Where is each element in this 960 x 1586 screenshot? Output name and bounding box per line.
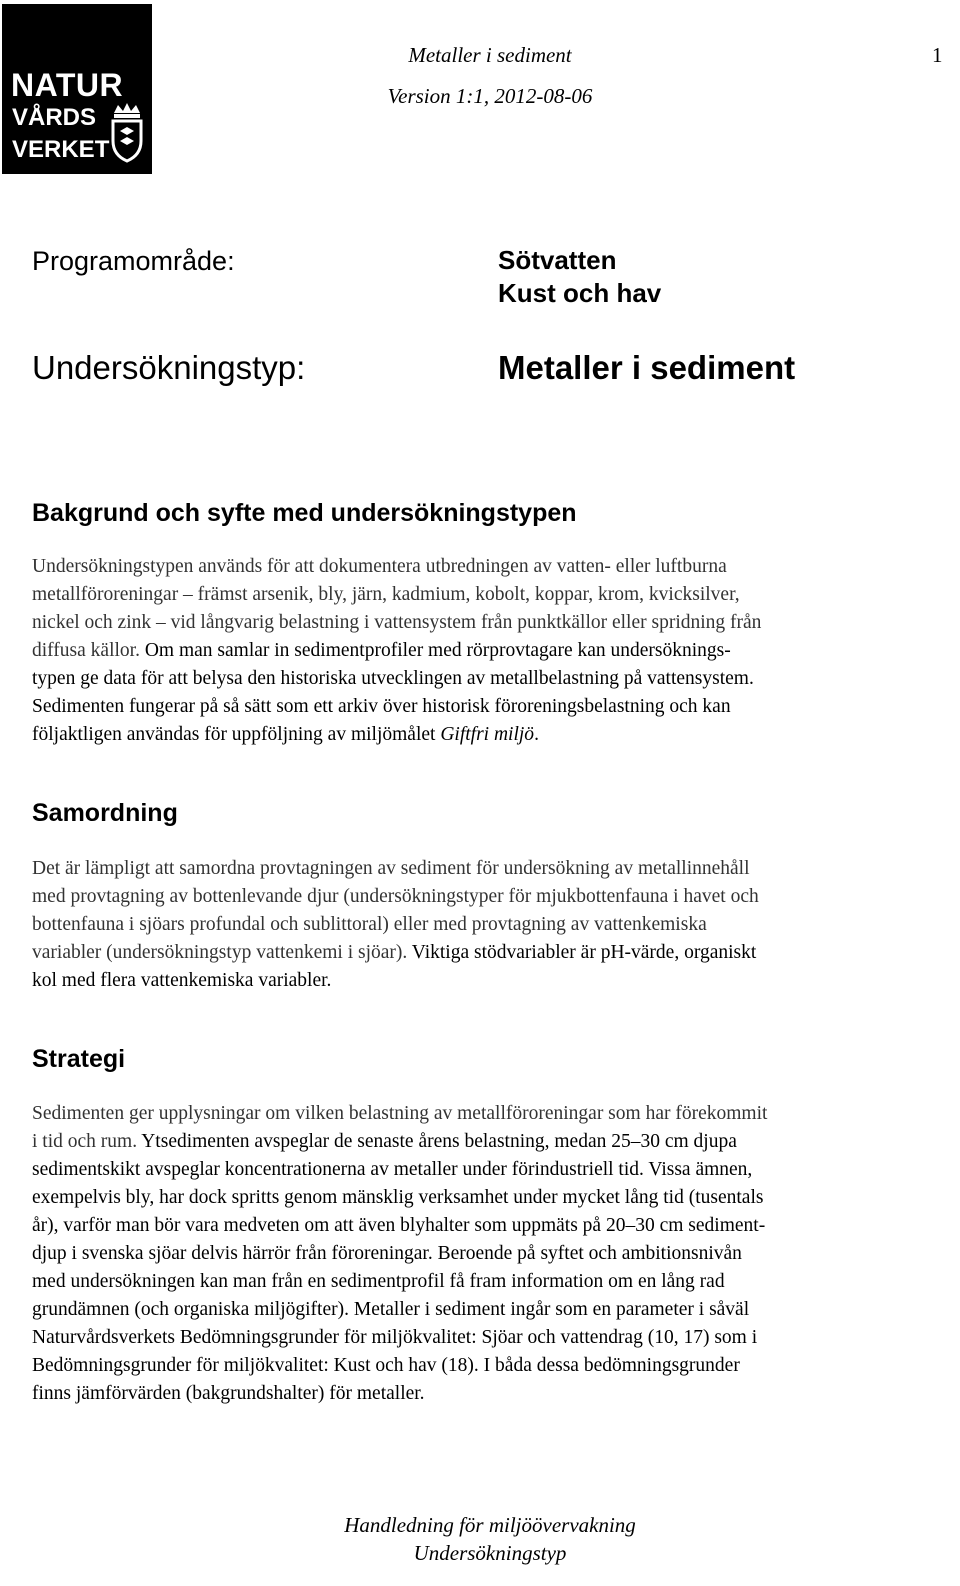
- body-line: Viktiga stödvariabler är pH-värde, organiskt: [407, 942, 757, 963]
- body-line: kol med flera vattenkemiska variabler.: [32, 970, 332, 991]
- section-heading-bakgrund: Bakgrund och syfte med undersökningstypen: [32, 499, 577, 527]
- body-line: djup i svenska sjöar delvis härrör från föroreningar.: [32, 1243, 433, 1264]
- programomrade-label: Programområde:: [32, 246, 235, 276]
- logo-text-natur: NATUR: [11, 67, 124, 103]
- section-body-bakgrund: [32, 553, 948, 749]
- logo-text-verket: VERKET: [12, 136, 110, 163]
- body-line: exempelvis bly, har dock spritts genom mänsklig verksamhet under mycket lång tid (tusentals: [32, 1187, 764, 1208]
- body-line: typen ge data för att belysa den historiska utvecklingen av metallbelastning på vattensystem.: [32, 668, 754, 689]
- body-line: Sedimenten ger upplysningar om vilken belastning av metallföroreningar som har förekommit: [32, 1103, 768, 1124]
- body-line: diffusa källor.: [32, 640, 140, 661]
- section-heading-strategi: Strategi: [32, 1045, 126, 1073]
- body-line: år), varför man bör vara medveten om att även blyhalter som uppmäts på 20–30 cm sediment-: [32, 1215, 766, 1236]
- crown-shield-icon: [108, 101, 146, 163]
- body-line: Beroende på syftet och ambitionsnivån: [432, 1243, 742, 1264]
- header-version: Version 1:1, 2012-08-06: [387, 84, 593, 108]
- undersokningstyp-value: Metaller i sediment: [498, 349, 796, 386]
- body-line: finns jämförvärden (bakgrundshalter) för metaller.: [32, 1383, 425, 1404]
- body-line: Naturvårdsverkets Bedömningsgrunder för miljökvalitet: Sjöar och vattendrag (10, 17) som i: [32, 1327, 758, 1348]
- body-line: .: [534, 724, 539, 745]
- page-number: 1: [932, 43, 943, 67]
- logo-text-vards: VÅRDS: [12, 104, 97, 131]
- programomrade-value-1: Sötvatten: [498, 245, 617, 275]
- body-line: med undersökningen kan man från en sedimentprofil få fram information om en lång rad: [32, 1271, 725, 1292]
- body-line: I båda dessa bedömningsgrunder: [478, 1355, 740, 1376]
- section-body-strategi: [32, 1100, 948, 1408]
- body-line: sedimentskikt avspeglar koncentrationerna av metaller under förindustriell tid.: [32, 1159, 644, 1180]
- body-line: Undersökningstypen används för att dokumentera utbredningen av vatten- eller luftburna: [32, 556, 727, 577]
- body-line: Ytsedimenten avspeglar de senaste årens belastning, medan 25–30 cm djupa: [137, 1131, 737, 1152]
- undersokningstyp-label: Undersökningstyp:: [32, 349, 306, 386]
- naturvardsverket-logo: [2, 4, 152, 174]
- section-body-samordning: [32, 855, 948, 995]
- body-line: grundämnen (och organiska miljögifter).: [32, 1299, 349, 1320]
- body-line: Det är lämpligt att samordna provtagningen av sediment för undersökning av metallinnehåll: [32, 858, 750, 879]
- section-heading-samordning: Samordning: [32, 799, 178, 827]
- body-line: bottenfauna i sjöars profundal och sublittoral) eller med provtagning av vattenkemiska: [32, 914, 707, 935]
- header-title: Metaller i sediment: [408, 43, 572, 67]
- body-line: i tid och rum.: [32, 1131, 138, 1152]
- body-line: metallföroreningar – främst arsenik, bly, järn, kadmium, kobolt, koppar, krom, kvicksilver,: [32, 584, 740, 605]
- body-emphasis-giftfri-miljo: Giftfri miljö: [440, 724, 535, 745]
- body-line: variabler (undersökningstyp vattenkemi i sjöar).: [32, 942, 408, 963]
- body-line: Sedimenten fungerar på så sätt som ett arkiv över historisk föroreningsbelastning och kan: [32, 696, 731, 717]
- body-line: Bedömningsgrunder för miljökvalitet: Kust och hav (18).: [32, 1355, 479, 1376]
- footer-line-1: Handledning för miljöövervakning: [344, 1513, 636, 1537]
- footer-line-2: Undersökningstyp: [413, 1541, 567, 1565]
- body-line: Vissa ämnen,: [643, 1159, 753, 1180]
- body-line: följaktligen användas för uppföljning av miljömålet: [32, 724, 441, 745]
- body-line: Metaller i sediment ingår som en parameter i såväl: [348, 1299, 750, 1320]
- programomrade-value-2: Kust och hav: [498, 278, 662, 308]
- body-line: Om man samlar in sedimentprofiler med rörprovtagare kan undersöknings-: [139, 640, 731, 661]
- body-line: med provtagning av bottenlevande djur (undersökningstyper för mjukbottenfauna i havet och: [32, 886, 759, 907]
- body-line: nickel och zink – vid långvarig belastning i vattensystem från punktkällor eller spridning från: [32, 612, 762, 633]
